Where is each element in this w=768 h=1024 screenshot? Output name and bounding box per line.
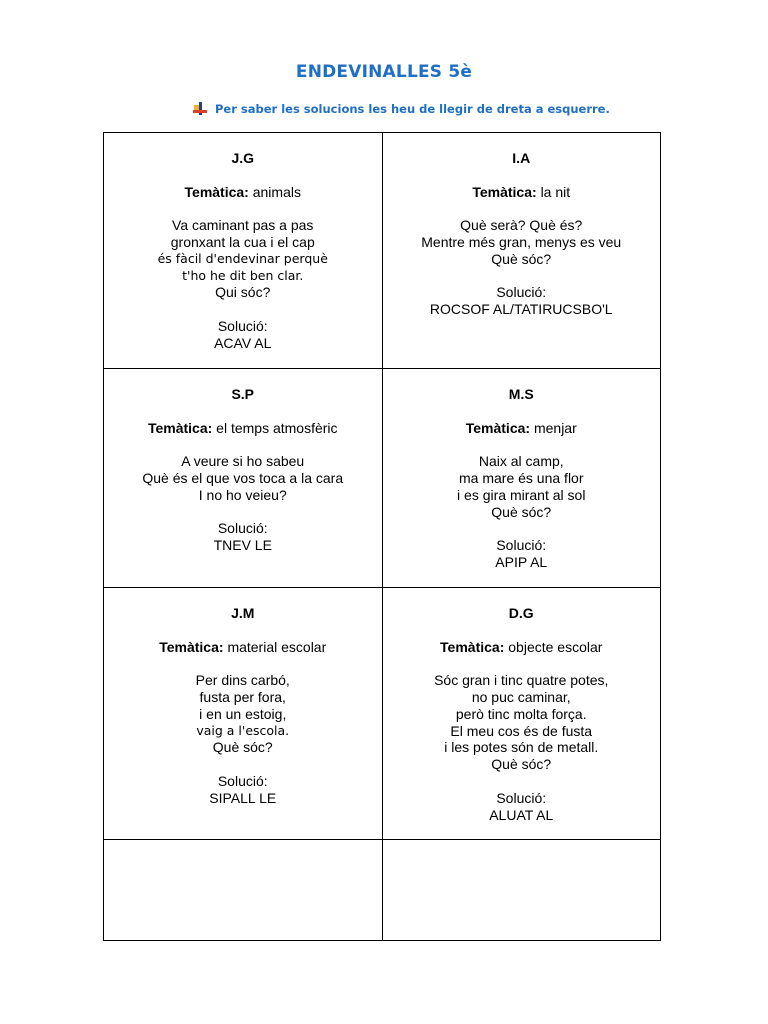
solution-value: ROCSOF AL/TATIRUCSBO'L — [429, 301, 613, 318]
instruction-text: Per saber les solucions les heu de llegir de dreta a esquerre. — [215, 102, 610, 116]
theme-value: material escolar — [227, 638, 327, 655]
solution-value: TNEV LE — [213, 537, 272, 554]
solution-label: Solució: — [217, 772, 268, 789]
riddle-line: Què sóc? — [491, 250, 552, 267]
riddle-card-ia — [382, 133, 661, 369]
riddle-line: ma mare és una flor — [459, 469, 584, 486]
theme-label: Temàtica: — [184, 183, 249, 200]
riddle-line: A veure si ho sabeu — [181, 453, 305, 470]
card-author: D.G — [508, 605, 534, 621]
riddle-line: Què sóc? — [491, 503, 552, 520]
riddle-line: i en un estoig, — [199, 705, 287, 722]
card-theme — [383, 184, 661, 201]
riddle-line: Què és el que vos toca a la cara — [142, 469, 344, 486]
riddle-line: t'ho he dit ben clar. — [182, 267, 304, 283]
theme-value: la nit — [540, 183, 571, 200]
riddles-table — [103, 132, 661, 941]
riddle-line: i es gira mirant al sol — [457, 486, 586, 503]
riddle-line: Què serà? Què és? — [460, 217, 583, 234]
theme-label: Temàtica: — [159, 638, 224, 655]
solution-value: ACAV AL — [214, 334, 272, 351]
card-theme — [383, 420, 661, 437]
card-author: I.A — [512, 150, 531, 166]
riddle-line: Què sóc? — [491, 756, 552, 773]
bullet-icon — [193, 102, 207, 116]
riddle-line: gronxant la cua i el cap — [170, 233, 315, 250]
riddle-line: però tinc molta força. — [455, 705, 587, 722]
riddle-line: Qui sóc? — [215, 284, 271, 301]
riddle-line: i les potes són de metall. — [444, 739, 599, 756]
riddle-line: I no ho veieu? — [198, 486, 287, 503]
theme-label: Temàtica: — [440, 638, 505, 655]
card-author: J.G — [231, 150, 255, 166]
riddle-line: Sóc gran i tinc quatre potes, — [434, 672, 609, 689]
solution-value: APIP AL — [495, 553, 548, 570]
riddle-line: Naix al camp, — [478, 453, 564, 470]
riddle-line: Per dins carbó, — [195, 672, 290, 689]
card-theme — [104, 639, 382, 656]
theme-label: Temàtica: — [472, 183, 537, 200]
riddle-line: Mentre més gran, menys es veu — [421, 233, 622, 250]
card-author: J.M — [231, 605, 255, 621]
riddle-line: vaig a l'escola. — [196, 722, 290, 738]
theme-value: menjar — [533, 419, 577, 436]
document-title: ENDEVINALLES 5è — [295, 62, 473, 82]
card-theme — [104, 420, 382, 437]
theme-value: animals — [252, 183, 301, 200]
theme-label: Temàtica: — [147, 419, 213, 436]
riddle-card-jm — [104, 588, 383, 840]
instruction — [193, 102, 610, 116]
card-theme — [104, 184, 382, 201]
riddle-card-sp — [104, 369, 383, 588]
riddle-line: Què sóc? — [212, 739, 273, 756]
solution-label: Solució: — [496, 537, 547, 554]
riddle-card-ms — [382, 369, 661, 588]
solution-label: Solució: — [496, 284, 547, 301]
riddle-line: Va caminant pas a pas — [172, 217, 314, 234]
solution-value: SIPALL LE — [209, 789, 277, 806]
riddle-line: no puc caminar, — [471, 688, 571, 705]
riddle-line: El meu cos és de fusta — [450, 722, 593, 739]
solution-label: Solució: — [217, 317, 268, 334]
card-theme — [383, 639, 661, 656]
riddle-line: fusta per fora, — [199, 688, 286, 705]
riddle-card-dg — [382, 588, 661, 840]
riddle-card-jg — [104, 133, 383, 369]
empty-card — [382, 840, 661, 941]
theme-value: el temps atmosfèric — [216, 419, 338, 436]
solution-value: ALUAT AL — [489, 806, 554, 823]
card-author: S.P — [231, 386, 255, 402]
empty-card — [104, 840, 383, 941]
solution-label: Solució: — [217, 520, 268, 537]
riddle-line: és fàcil d'endevinar perquè — [157, 250, 328, 266]
card-author: M.S — [508, 386, 534, 402]
theme-value: objecte escolar — [508, 638, 603, 655]
solution-label: Solució: — [496, 789, 547, 806]
theme-label: Temàtica: — [465, 419, 531, 436]
